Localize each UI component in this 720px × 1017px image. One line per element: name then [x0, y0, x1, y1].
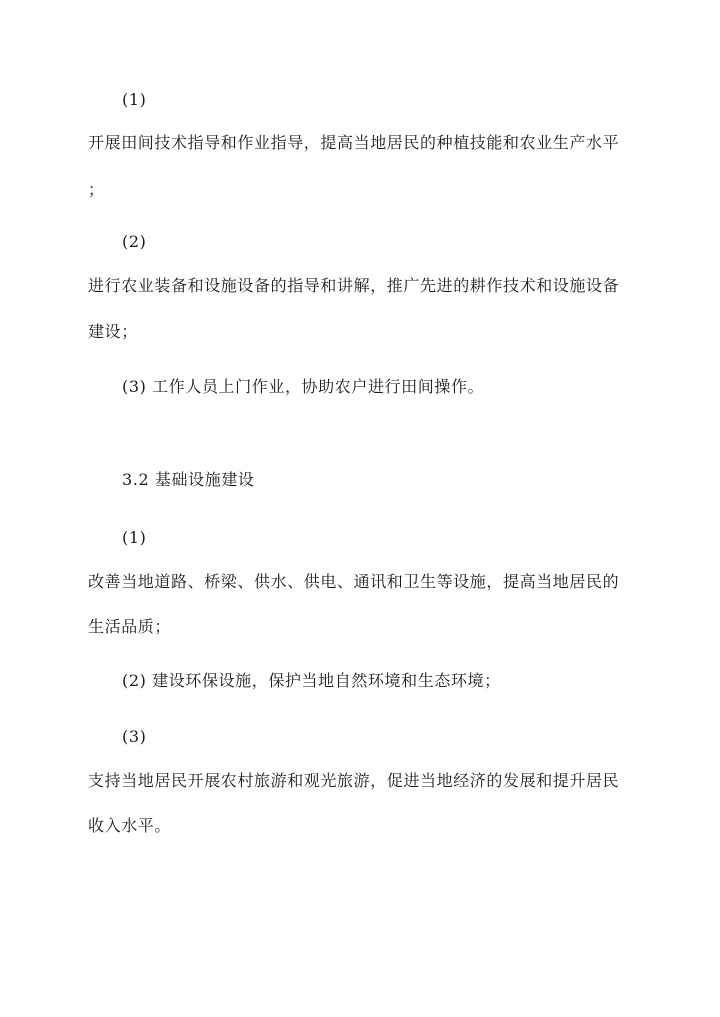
paragraph-line: 进行农业装备和设施设备的指导和讲解，推广先进的耕作技术和设施设备	[88, 276, 620, 295]
paragraph-line: 建设；	[88, 322, 138, 341]
item-marker: (1)	[122, 528, 147, 547]
paragraph-line: 开展田间技术指导和作业指导，提高当地居民的种植技能和农业生产水平	[88, 133, 620, 152]
paragraph-line: (3) 工作人员上门作业，协助农户进行田间操作。	[122, 377, 485, 396]
item-marker: (1)	[122, 90, 147, 109]
paragraph-line: 收入水平。	[88, 816, 172, 835]
paragraph-line: (2) 建设环保设施，保护当地自然环境和生态环境；	[122, 671, 501, 690]
paragraph-line: ；	[88, 180, 105, 199]
item-marker: (2)	[122, 232, 147, 251]
paragraph-line: 支持当地居民开展农村旅游和观光旅游，促进当地经济的发展和提升居民	[88, 771, 620, 790]
item-marker: (3)	[122, 727, 147, 746]
paragraph-line: 改善当地道路、桥梁、供水、供电、通讯和卫生等设施，提高当地居民的	[88, 572, 620, 591]
paragraph-line: 生活品质；	[88, 617, 172, 636]
section-heading: 3.2 基础设施建设	[122, 470, 255, 489]
